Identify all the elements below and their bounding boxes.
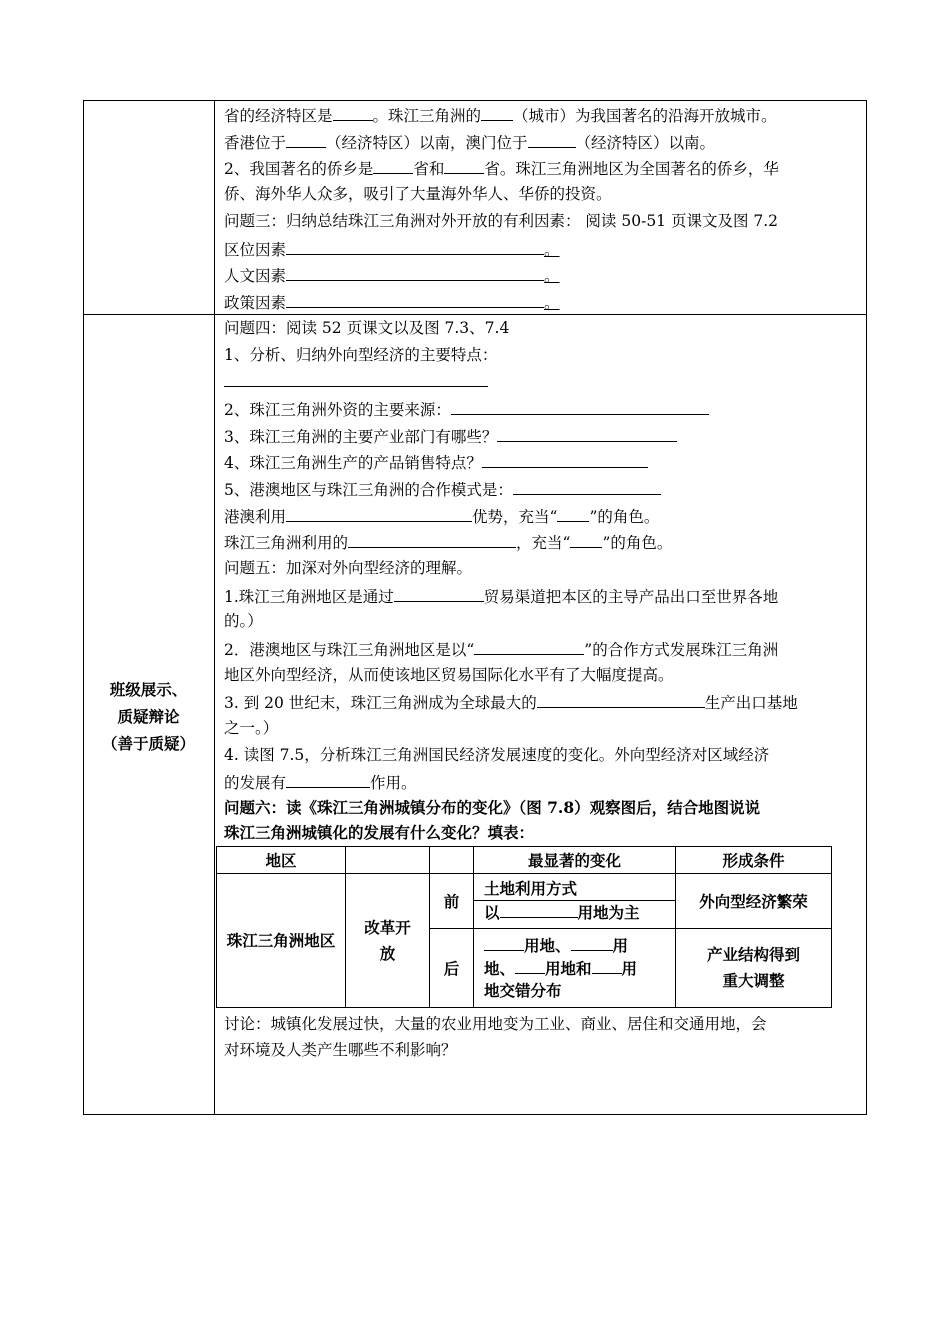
q4-item-2	[224, 398, 709, 420]
policy-factor-line	[224, 291, 560, 313]
text: ”的合作方式发展珠江三角洲	[584, 641, 779, 659]
table-row-before	[217, 874, 832, 929]
row-divider	[83, 314, 867, 315]
culture-factor-line	[224, 264, 560, 286]
label-line: 质疑辩论	[117, 707, 180, 726]
text: 用	[612, 936, 629, 955]
blank[interactable]	[557, 505, 589, 522]
top-line-3	[224, 157, 779, 179]
discussion-line-1: 讨论：城镇化发展过快，大量的农业用地变为工业、商业、居住和交通用地，会	[224, 1015, 767, 1033]
text: ，充当“	[516, 534, 571, 552]
header-change: 最显著的变化	[474, 847, 676, 874]
text: ”的角色。	[602, 534, 673, 552]
text: 3. 到 20 世纪末，珠江三角洲成为全球最大的	[224, 694, 537, 712]
condition-2-cell	[676, 929, 832, 1008]
blank[interactable]	[286, 771, 370, 788]
q5-item-3	[224, 691, 798, 713]
reform-cell: 改革开放	[346, 874, 430, 1008]
q5-item-1	[224, 585, 778, 607]
condition-1-cell: 外向型经济繁荣	[676, 874, 832, 929]
blank[interactable]	[451, 398, 709, 415]
location-factor-line	[224, 238, 560, 260]
top-line-4: 侨、海外华人众多，吸引了大量海外华人、华侨的投资。	[224, 185, 612, 203]
question-4: 问题四：阅读 52 页课文以及图 7.3、7.4	[224, 319, 510, 337]
before-change-line-2	[474, 901, 675, 924]
blank[interactable]	[515, 957, 545, 974]
text: ”的角色。	[589, 508, 660, 526]
before-cell: 前	[430, 874, 474, 929]
q5-item-4-cont	[224, 771, 417, 793]
text: 香港位于	[224, 134, 287, 152]
question-6-cont: 珠江三角洲城镇化的发展有什么变化？填表：	[224, 823, 535, 842]
region-cell: 珠江三角洲地区	[217, 874, 346, 1008]
discussion-line-2: 对环境及人类产生哪些不利影响？	[224, 1041, 457, 1059]
text: （城市）为我国著名的沿海开放城市。	[513, 107, 777, 125]
text: 作用。	[370, 774, 417, 792]
text: 用	[621, 959, 638, 978]
text: 。	[544, 267, 560, 285]
q4-item-4	[224, 451, 648, 473]
text: 2、珠江三角洲外资的主要来源：	[224, 401, 451, 419]
text: 区位因素	[224, 241, 287, 259]
text: 以	[484, 903, 500, 922]
question-3: 问题三：归纳总结珠江三角洲对外开放的有利因素： 阅读 50-51 页课文及图 7.2	[224, 212, 779, 230]
gangao-line	[224, 505, 659, 527]
blank[interactable]	[333, 104, 373, 121]
text: 3、珠江三角洲的主要产业部门有哪些？	[224, 428, 498, 446]
q4-item-3	[224, 425, 677, 447]
text: 地、	[484, 959, 516, 978]
text: 用地、	[524, 936, 571, 955]
zsj-line	[224, 531, 672, 553]
blank[interactable]	[348, 531, 516, 548]
text: 用地和	[545, 959, 592, 978]
after-change-cell	[474, 929, 676, 1008]
blank[interactable]	[513, 478, 661, 495]
q5-item-3-cont: 之一。）	[224, 719, 279, 737]
text: 港澳利用	[224, 508, 287, 526]
blank[interactable]	[500, 901, 578, 918]
text: 。	[544, 241, 560, 259]
blank[interactable]	[286, 264, 544, 281]
column-divider	[214, 100, 215, 1115]
text: 政策因素	[224, 294, 287, 312]
blank[interactable]	[286, 238, 544, 255]
label-line: 班级展示、	[109, 680, 188, 699]
text: 5、港澳地区与珠江三角洲的合作模式是：	[224, 481, 513, 499]
blank[interactable]	[497, 425, 677, 442]
text: 重大调整	[722, 971, 785, 990]
question-6: 问题六：读《珠江三角洲城镇分布的变化》（图 7.8）观察图后，结合地图说说	[224, 798, 761, 817]
q4-item-1-answer	[224, 370, 488, 392]
blank[interactable]	[537, 691, 705, 708]
text: （经济特区）以南。	[575, 134, 716, 152]
text: 生产出口基地	[704, 694, 798, 712]
table-header-row	[217, 847, 832, 874]
text: 省和	[413, 160, 445, 178]
blank[interactable]	[484, 934, 524, 951]
text: 珠江三角洲利用的	[224, 534, 349, 552]
text: 。珠江三角洲的	[372, 107, 482, 125]
blank[interactable]	[482, 451, 648, 468]
blank[interactable]	[394, 585, 484, 602]
blank[interactable]	[592, 957, 622, 974]
text: 贸易渠道把本区的主导产品出口至世界各地	[483, 588, 779, 606]
blank[interactable]	[286, 505, 472, 522]
text: 4、珠江三角洲生产的产品销售特点？	[224, 454, 482, 472]
header-empty	[346, 847, 430, 874]
top-line-1	[224, 104, 777, 126]
text: 2、我国著名的侨乡是	[224, 160, 374, 178]
section-label	[83, 676, 214, 757]
blank[interactable]	[474, 638, 584, 655]
text: 1.珠江三角洲地区是通过	[224, 588, 394, 606]
blank[interactable]	[528, 131, 576, 148]
before-change-cell	[474, 874, 676, 929]
q5-item-1-cont: 的。）	[224, 612, 263, 630]
blank[interactable]	[570, 531, 602, 548]
blank[interactable]	[571, 934, 613, 951]
after-change-line-2	[474, 957, 675, 980]
question-5: 问题五：加深对外向型经济的理解。	[224, 559, 473, 577]
after-cell: 后	[430, 929, 474, 1008]
blank[interactable]	[444, 157, 484, 174]
text: 。	[544, 294, 560, 312]
text: 土地利用方式	[474, 878, 675, 901]
text: 省。珠江三角洲地区为全国著名的侨乡，华	[484, 160, 779, 178]
text: （经济特区）以南，澳门位于	[326, 134, 528, 152]
text: 产业结构得到	[706, 945, 800, 964]
text: 地交错分布	[484, 981, 562, 1000]
text: 用地为主	[577, 903, 640, 922]
text: 的发展有	[224, 774, 287, 792]
top-line-2	[224, 131, 715, 153]
header-empty	[430, 847, 474, 874]
header-condition: 形成条件	[676, 847, 832, 874]
q4-item-1: 1、分析、归纳外向型经济的主要特点：	[224, 346, 498, 364]
urbanization-table	[216, 846, 832, 1008]
blank[interactable]	[481, 104, 513, 121]
text: 优势，充当“	[472, 508, 558, 526]
q5-item-2-cont: 地区外向型经济，从而使该地区贸易国际化水平有了大幅度提高。	[224, 666, 674, 684]
blank[interactable]	[286, 291, 544, 308]
text: 2．港澳地区与珠江三角洲地区是以“	[224, 641, 475, 659]
label-line: （善于质疑）	[101, 734, 195, 753]
q5-item-4: 4. 读图 7.5，分析珠江三角洲国民经济发展速度的变化。外向型经济对区域经济	[224, 746, 770, 764]
header-region: 地区	[217, 847, 346, 874]
q4-item-5	[224, 478, 661, 500]
text: 省的经济特区是	[224, 107, 333, 125]
blank[interactable]	[286, 131, 326, 148]
blank[interactable]	[224, 370, 488, 387]
q5-item-2	[224, 638, 778, 660]
text: 人文因素	[224, 267, 287, 285]
after-change-line-1	[474, 934, 675, 957]
blank[interactable]	[373, 157, 413, 174]
